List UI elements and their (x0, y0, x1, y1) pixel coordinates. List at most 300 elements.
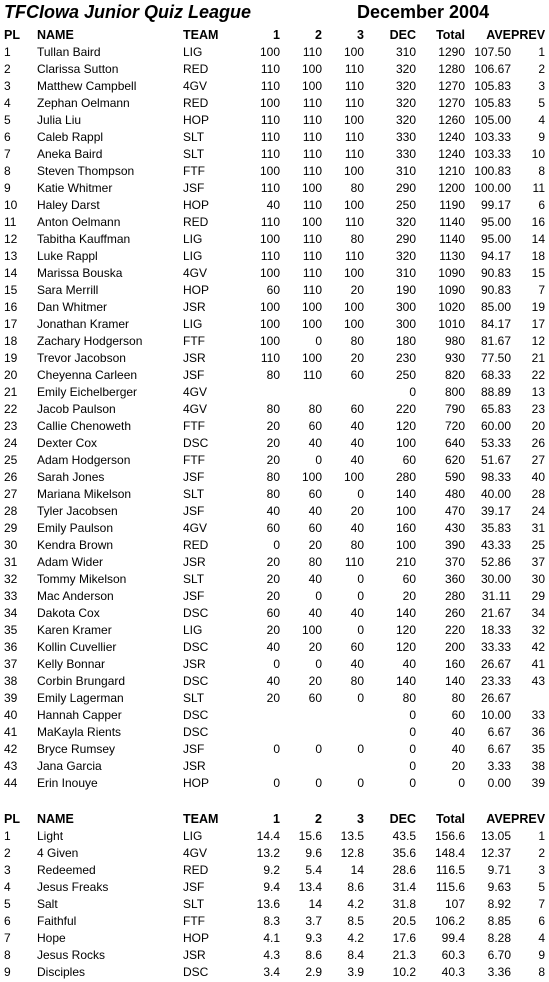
cell-round-3: 40 (350, 657, 364, 671)
cell-place: 30 (4, 538, 18, 552)
table-row (0, 231, 549, 248)
table-row (0, 690, 549, 707)
cell-name: Anton Oelmann (37, 215, 121, 229)
cell-round-3: 20 (350, 283, 364, 297)
cell-place: 17 (4, 317, 18, 331)
cell-name: Cheyenna Carleen (37, 368, 138, 382)
cell-team: SLT (183, 897, 205, 911)
cell-previous: 4 (538, 931, 545, 945)
cell-average: 10.00 (480, 708, 511, 722)
cell-round-3: 8.5 (347, 914, 364, 928)
cell-previous: 20 (531, 419, 545, 433)
cell-previous: 6 (538, 198, 545, 212)
cell-dec: 310 (395, 45, 416, 59)
cell-round-1: 20 (266, 419, 280, 433)
cell-previous: 36 (531, 725, 545, 739)
cell-round-1: 8.3 (263, 914, 280, 928)
cell-total: 140 (444, 674, 465, 688)
cell-round-1: 40 (266, 640, 280, 654)
cell-place: 10 (4, 198, 18, 212)
cell-round-3: 80 (350, 181, 364, 195)
cell-place: 28 (4, 504, 18, 518)
cell-round-2: 60 (308, 487, 322, 501)
cell-name: Kelly Bonnar (37, 657, 106, 671)
cell-previous: 22 (531, 368, 545, 382)
cell-place: 4 (4, 880, 11, 894)
cell-name: Sara Merrill (37, 283, 99, 297)
cell-previous: 9 (538, 130, 545, 144)
cell-dec: 310 (395, 164, 416, 178)
cell-total: 1210 (438, 164, 465, 178)
cell-team: FTF (183, 334, 205, 348)
header-dec: DEC (389, 28, 416, 42)
cell-dec: 320 (395, 96, 416, 110)
cell-dec: 0 (409, 742, 416, 756)
cell-dec: 120 (395, 419, 416, 433)
cell-dec: 100 (395, 436, 416, 450)
cell-team: DSC (183, 725, 209, 739)
cell-name: Callie Chenoweth (37, 419, 132, 433)
cell-round-2: 100 (301, 623, 322, 637)
cell-round-3: 8.6 (347, 880, 364, 894)
cell-team: LIG (183, 623, 203, 637)
cell-round-1: 9.2 (263, 863, 280, 877)
cell-dec: 140 (395, 487, 416, 501)
table-row (0, 418, 549, 435)
cell-total: 1020 (438, 300, 465, 314)
cell-round-2: 110 (302, 266, 322, 280)
cell-average: 53.33 (480, 436, 511, 450)
cell-average: 98.33 (480, 470, 511, 484)
cell-dec: 40 (402, 657, 416, 671)
table-row (0, 930, 549, 947)
cell-previous: 19 (531, 300, 545, 314)
cell-name: Light (37, 829, 64, 843)
cell-average: 60.00 (480, 419, 511, 433)
cell-round-1: 13.2 (256, 846, 280, 860)
table-row (0, 554, 549, 571)
cell-round-3: 110 (344, 62, 364, 76)
cell-round-2: 110 (302, 368, 322, 382)
cell-average: 8.92 (487, 897, 511, 911)
cell-round-2: 0 (315, 453, 322, 467)
cell-team: JSR (183, 555, 206, 569)
cell-place: 7 (4, 931, 11, 945)
table-row (0, 758, 549, 775)
cell-place: 20 (4, 368, 18, 382)
cell-name: Zephan Oelmann (37, 96, 130, 110)
cell-round-3: 40 (350, 436, 364, 450)
cell-name: Mariana Mikelson (37, 487, 132, 501)
table-row (0, 333, 549, 350)
cell-dec: 290 (395, 181, 416, 195)
cell-name: Disciples (37, 965, 86, 979)
cell-total: 800 (444, 385, 465, 399)
cell-total: 370 (444, 555, 465, 569)
cell-total: 80 (451, 691, 465, 705)
cell-round-3: 0 (357, 572, 364, 586)
cell-total: 1140 (439, 232, 465, 246)
table-row (0, 401, 549, 418)
cell-name: Erin Inouye (37, 776, 98, 790)
header-total: Total (436, 28, 465, 42)
cell-total: 1270 (438, 96, 465, 110)
header-average: AVE (486, 812, 511, 826)
cell-round-3: 110 (344, 79, 364, 93)
table-row (0, 503, 549, 520)
player-standings-table (0, 27, 549, 792)
team-standings-table (0, 811, 549, 981)
cell-team: JSF (183, 181, 205, 195)
cell-total: 115.6 (435, 880, 465, 894)
cell-round-3: 40 (350, 453, 364, 467)
cell-place: 5 (4, 897, 11, 911)
cell-team: LIG (183, 232, 203, 246)
cell-round-2: 60 (308, 419, 322, 433)
header-previous: PREV (511, 28, 546, 42)
cell-name: Faithful (37, 914, 77, 928)
cell-round-2: 100 (301, 351, 322, 365)
cell-team: FTF (183, 419, 205, 433)
cell-average: 100.83 (474, 164, 511, 178)
cell-dec: 0 (409, 776, 416, 790)
cell-team: HOP (183, 198, 210, 212)
cell-round-3: 100 (343, 113, 364, 127)
cell-team: RED (183, 96, 209, 110)
cell-place: 11 (4, 215, 17, 229)
cell-team: JSF (183, 368, 205, 382)
cell-round-1: 40 (266, 504, 280, 518)
cell-round-3: 0 (357, 589, 364, 603)
header-round-2: 2 (315, 812, 322, 826)
cell-round-2: 100 (301, 470, 322, 484)
cell-round-1 (243, 384, 280, 401)
cell-total: 260 (444, 606, 465, 620)
cell-round-3: 110 (344, 130, 364, 144)
cell-round-2: 110 (302, 96, 322, 110)
cell-average: 90.83 (480, 283, 511, 297)
cell-average: 3.33 (487, 759, 511, 773)
cell-total: 480 (444, 487, 465, 501)
cell-previous: 30 (531, 572, 545, 586)
cell-round-1: 100 (259, 266, 280, 280)
cell-average: 39.17 (480, 504, 511, 518)
cell-average: 21.67 (480, 606, 511, 620)
cell-place: 31 (4, 555, 18, 569)
cell-round-2: 20 (308, 640, 322, 654)
cell-average: 100.00 (474, 181, 511, 195)
cell-dec: 20.5 (392, 914, 416, 928)
cell-total: 1240 (438, 147, 465, 161)
cell-dec: 60 (402, 572, 416, 586)
cell-previous: 15 (531, 266, 545, 280)
cell-dec: 43.5 (392, 829, 416, 843)
cell-average: 18.33 (480, 623, 511, 637)
cell-previous: 5 (538, 96, 545, 110)
cell-dec: 310 (395, 266, 416, 280)
cell-round-3: 12.8 (340, 846, 364, 860)
cell-previous: 33 (531, 708, 545, 722)
cell-team: LIG (183, 829, 203, 843)
cell-round-2: 0 (315, 776, 322, 790)
cell-place: 19 (4, 351, 18, 365)
cell-previous: 13 (531, 385, 545, 399)
cell-total: 60 (451, 708, 465, 722)
cell-total: 390 (444, 538, 465, 552)
cell-place: 40 (4, 708, 18, 722)
cell-dec: 250 (395, 198, 416, 212)
cell-round-2: 5.4 (305, 863, 322, 877)
cell-dec: 300 (395, 317, 416, 331)
cell-dec: 100 (395, 538, 416, 552)
cell-total: 360 (444, 572, 465, 586)
table-row (0, 486, 549, 503)
table-row (0, 588, 549, 605)
cell-average: 40.00 (480, 487, 511, 501)
cell-place: 9 (4, 965, 11, 979)
cell-team: JSR (183, 657, 206, 671)
cell-average: 26.67 (480, 657, 511, 671)
cell-round-3: 100 (343, 470, 364, 484)
cell-round-2 (280, 758, 322, 775)
cell-name: Jesus Freaks (37, 880, 109, 894)
cell-round-1: 110 (260, 351, 280, 365)
cell-team: JSR (183, 300, 206, 314)
cell-average: 90.83 (480, 266, 511, 280)
cell-team: JSF (183, 742, 205, 756)
cell-round-1: 0 (273, 657, 280, 671)
cell-round-2: 100 (301, 215, 322, 229)
cell-average: 8.85 (487, 914, 511, 928)
cell-previous: 21 (531, 351, 545, 365)
cell-average: 3.36 (487, 965, 511, 979)
cell-total: 106.2 (434, 914, 465, 928)
cell-average: 30.00 (480, 572, 511, 586)
cell-average: 6.67 (487, 742, 511, 756)
cell-place: 15 (4, 283, 18, 297)
cell-place: 13 (4, 249, 18, 263)
cell-dec: 180 (395, 334, 416, 348)
cell-round-1: 0 (273, 742, 280, 756)
cell-round-2: 110 (302, 249, 322, 263)
cell-name: Emily Paulson (37, 521, 114, 535)
table-row (0, 520, 549, 537)
cell-total: 60.3 (441, 948, 465, 962)
cell-previous (511, 690, 549, 707)
cell-dec: 320 (395, 79, 416, 93)
header-name: NAME (37, 812, 74, 826)
cell-place: 43 (4, 759, 18, 773)
cell-round-3: 110 (344, 555, 364, 569)
table-row (0, 469, 549, 486)
cell-average: 99.17 (480, 198, 511, 212)
cell-total: 1240 (438, 130, 465, 144)
cell-round-2: 110 (302, 283, 322, 297)
cell-round-1: 100 (259, 96, 280, 110)
cell-round-1: 4.3 (263, 948, 280, 962)
cell-total: 430 (444, 521, 465, 535)
cell-dec: 320 (395, 113, 416, 127)
cell-previous: 32 (531, 623, 545, 637)
table-row (0, 605, 549, 622)
cell-team: RED (183, 215, 209, 229)
cell-previous: 25 (531, 538, 545, 552)
cell-previous: 39 (531, 776, 545, 790)
cell-round-2: 8.6 (305, 948, 322, 962)
cell-total: 280 (444, 589, 465, 603)
cell-previous: 2 (538, 62, 545, 76)
cell-round-1: 60 (266, 606, 280, 620)
cell-previous: 24 (531, 504, 545, 518)
cell-round-2 (280, 384, 322, 401)
cell-average: 12.37 (480, 846, 511, 860)
cell-team: 4GV (183, 79, 208, 93)
cell-place: 36 (4, 640, 18, 654)
cell-average: 9.63 (487, 880, 511, 894)
table-row (0, 163, 549, 180)
cell-name: Corbin Brungard (37, 674, 126, 688)
cell-total: 820 (444, 368, 465, 382)
cell-round-3 (322, 724, 364, 741)
cell-average: 85.00 (480, 300, 511, 314)
table-row (0, 964, 549, 981)
cell-name: Tommy Mikelson (37, 572, 127, 586)
cell-place: 37 (4, 657, 18, 671)
cell-team: JSR (183, 759, 206, 773)
header-place: PL (4, 28, 20, 42)
cell-team: HOP (183, 931, 210, 945)
cell-total: 107 (444, 897, 465, 911)
cell-dec: 320 (395, 249, 416, 263)
cell-average: 9.71 (487, 863, 511, 877)
cell-previous: 14 (531, 232, 545, 246)
cell-place: 14 (4, 266, 18, 280)
cell-team: FTF (183, 453, 205, 467)
cell-dec: 330 (395, 147, 416, 161)
cell-round-1: 100 (259, 300, 280, 314)
cell-place: 1 (4, 45, 11, 59)
cell-place: 24 (4, 436, 18, 450)
cell-average: 103.33 (474, 147, 511, 161)
cell-round-2: 3.7 (305, 914, 322, 928)
cell-team: JSF (183, 470, 205, 484)
cell-dec: 140 (395, 606, 416, 620)
cell-round-1: 110 (260, 181, 280, 195)
cell-round-3: 80 (350, 232, 364, 246)
cell-total: 1260 (438, 113, 465, 127)
cell-place: 27 (4, 487, 18, 501)
league-title: TFCIowa Junior Quiz League (4, 2, 252, 22)
cell-name: Jacob Paulson (37, 402, 116, 416)
cell-team: 4GV (183, 385, 208, 399)
cell-total: 930 (444, 351, 465, 365)
cell-average: 43.33 (480, 538, 511, 552)
cell-previous: 11 (532, 181, 545, 195)
cell-round-2: 0 (315, 657, 322, 671)
cell-previous: 1 (538, 829, 545, 843)
cell-dec: 35.6 (392, 846, 416, 860)
cell-round-2: 14 (308, 897, 322, 911)
cell-place: 21 (4, 385, 18, 399)
cell-name: Karen Kramer (37, 623, 112, 637)
table-row (0, 879, 549, 896)
cell-place: 33 (4, 589, 18, 603)
cell-round-1 (243, 758, 280, 775)
cell-round-1: 110 (260, 113, 280, 127)
cell-round-2: 110 (302, 232, 322, 246)
cell-dec: 250 (395, 368, 416, 382)
cell-previous: 38 (531, 759, 545, 773)
cell-previous: 4 (538, 113, 545, 127)
cell-total: 99.4 (441, 931, 465, 945)
cell-team: DSC (183, 436, 209, 450)
cell-dec: 80 (402, 691, 416, 705)
cell-name: Salt (37, 897, 58, 911)
table-row (0, 896, 549, 913)
cell-previous: 42 (531, 640, 545, 654)
cell-team: SLT (183, 487, 205, 501)
cell-round-1: 20 (266, 555, 280, 569)
cell-round-3: 8.4 (347, 948, 364, 962)
cell-previous: 41 (531, 657, 545, 671)
cell-previous: 31 (531, 521, 545, 535)
cell-name: Caleb Rappl (37, 130, 104, 144)
cell-average: 6.67 (487, 725, 511, 739)
table-row (0, 656, 549, 673)
cell-place: 7 (4, 147, 11, 161)
cell-place: 22 (4, 402, 18, 416)
cell-place: 18 (4, 334, 18, 348)
cell-average: 51.67 (480, 453, 511, 467)
cell-round-2: 80 (308, 402, 322, 416)
table-row (0, 214, 549, 231)
cell-team: JSR (183, 351, 206, 365)
cell-round-2: 40 (308, 572, 322, 586)
cell-name: Emily Lagerman (37, 691, 124, 705)
cell-round-1: 0 (273, 776, 280, 790)
cell-name: Trevor Jacobson (37, 351, 126, 365)
cell-dec: 230 (395, 351, 416, 365)
cell-previous: 26 (531, 436, 545, 450)
cell-round-2: 60 (308, 521, 322, 535)
table-row (0, 78, 549, 95)
cell-total: 200 (444, 640, 465, 654)
cell-name: Emily Eichelberger (37, 385, 138, 399)
cell-round-2: 20 (308, 674, 322, 688)
cell-round-2: 0 (315, 742, 322, 756)
table-row (0, 673, 549, 690)
cell-round-1: 110 (260, 79, 280, 93)
cell-total: 40 (451, 725, 465, 739)
cell-name: Hope (37, 931, 66, 945)
cell-round-2: 9.3 (305, 931, 322, 945)
cell-previous: 8 (538, 164, 545, 178)
cell-round-1: 40 (266, 674, 280, 688)
cell-previous: 9 (538, 948, 545, 962)
cell-average: 31.11 (481, 589, 511, 603)
cell-round-3: 0 (357, 487, 364, 501)
cell-round-2: 15.6 (298, 829, 322, 843)
cell-team: RED (183, 62, 209, 76)
table-row (0, 741, 549, 758)
cell-round-3: 40 (350, 521, 364, 535)
cell-total: 148.4 (434, 846, 465, 860)
cell-round-2: 110 (302, 45, 322, 59)
cell-team: DSC (183, 674, 209, 688)
cell-place: 29 (4, 521, 18, 535)
player-header-row (0, 27, 549, 44)
cell-round-1: 9.4 (263, 880, 280, 894)
